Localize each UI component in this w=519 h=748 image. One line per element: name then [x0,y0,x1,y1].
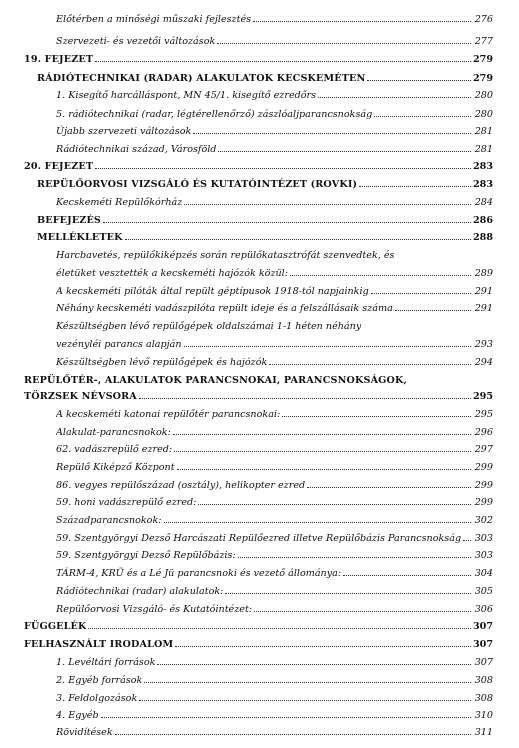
toc-entry-title: FELHASZNÁLT IRODALOM [24,639,174,650]
toc-entry [24,53,493,67]
dot-leader [173,434,471,435]
dot-leader [125,239,471,240]
toc-entry-title: 3. Feldolgozások [56,693,138,704]
toc-entry-title: vezényléi parancs alapján [56,339,182,350]
toc-entry-title: Rövidítések [56,727,113,738]
toc-entry-title: Repülőorvosi Vizsgáló- és Kutatóintézet: [56,604,253,615]
toc-entry [56,674,493,688]
dot-leader [198,504,471,505]
dot-leader [95,61,471,62]
dot-leader [101,717,471,718]
toc-entry [56,567,493,581]
toc-entry-page-number: 291 [474,303,493,314]
toc-entry [56,143,493,157]
toc-entry-title: Rádiótechnikai század, Városföld [56,144,217,155]
toc-entry [56,585,493,599]
toc-entry [56,267,493,281]
toc-entry-title: 59. honi vadászrepülő ezred: [56,497,197,508]
toc-entry-title: 19. FEJEZET [24,54,94,65]
dot-leader [238,557,471,558]
toc-entry [56,320,493,334]
toc-entry-title: BEFEJEZÉS [37,215,101,226]
toc-entry [56,709,493,723]
toc-entry-page-number: 303 [474,550,493,561]
toc-entry-title: Harcbavetés, repülőkiképzés során repülőkatasztrófát szenvedtek, és [56,250,395,261]
dot-leader [218,151,471,152]
toc-entry [24,638,493,652]
dot-leader [144,682,471,683]
dot-leader [359,186,471,187]
toc-entry [56,726,493,740]
toc-entry-title: Repülő Kiképző Központ [56,462,175,473]
toc-entry-page-number: 294 [474,357,493,368]
dot-leader [318,97,471,98]
toc-entry-page-number: 306 [474,604,493,615]
dot-leader [290,275,471,276]
toc-entry-page-number: 295 [474,409,493,420]
toc-entry-page-number: 280 [474,90,493,101]
dot-leader [254,611,471,612]
toc-entry-title: 62. vadászrepülő ezred: [56,444,173,455]
toc-entry-page-number: 280 [474,109,493,120]
toc-entry-title: 4. Egyéb [56,710,99,721]
toc-entry-title: Századparancsnokok: [56,515,162,526]
toc-entry [24,160,493,174]
toc-entry-page-number: 302 [474,515,493,526]
toc-entry [56,408,493,422]
toc-entry [56,338,493,352]
toc-entry [56,285,493,299]
toc-entry-title: RÁDIÓTECHNIKAI (RADAR) ALAKULATOK KECSKEMÉTEN [37,73,366,84]
toc-entry-page-number: 299 [474,497,493,508]
toc-entry [56,356,493,370]
toc-entry-page-number: 288 [472,232,493,243]
toc-entry-title: Készültségben lévő repülőgépek oldalszámai 1-1 héten néhány [56,321,362,332]
toc-entry-title: 20. FEJEZET [24,161,94,172]
dot-leader [307,487,471,488]
toc-entry [24,374,493,388]
toc-entry-page-number: 293 [474,339,493,350]
dot-leader [343,575,471,576]
toc-entry [56,108,493,122]
toc-entry [56,35,493,49]
toc-entry-page-number: 307 [472,639,493,650]
dot-leader [88,628,470,629]
toc-entry-page-number: 311 [474,727,493,738]
toc-entry-page-number: 279 [472,54,493,65]
toc-entry-page-number: 299 [474,480,493,491]
toc-entry-title: Újabb szervezeti változások [56,126,192,137]
toc-entry-title: REPÜLŐTÉR-, ALAKULATOK PARANCSNOKAI, PARANCSNOKSÁGOK, [24,375,408,386]
toc-entry-title: MELLÉKLETEK [37,232,123,243]
dot-leader [217,43,471,44]
toc-entry [56,302,493,316]
toc-entry-page-number: 303 [474,533,493,544]
toc-entry-title: életüket vesztették a kecskeméti hajózók közül: [56,268,288,279]
toc-entry-page-number: 286 [472,215,493,226]
toc-entry [56,249,493,263]
toc-entry-page-number: 296 [474,427,493,438]
toc-entry [56,603,493,617]
toc-entry-page-number: 281 [474,126,493,137]
dot-leader [177,469,471,470]
toc-entry-title: A kecskeméti pilóták által repült géptípusok 1918-tól napjainkig [56,286,369,297]
toc-entry [56,426,493,440]
toc-entry [56,461,493,475]
toc-entry [56,479,493,493]
toc-entry [56,514,493,528]
dot-leader [184,346,471,347]
toc-entry-page-number: 277 [474,36,493,47]
dot-leader [253,21,471,22]
dot-leader [103,222,471,223]
toc-entry-page-number: 307 [472,621,493,632]
dot-leader [139,700,471,701]
toc-entry-page-number: 284 [474,197,493,208]
dot-leader [193,133,471,134]
toc-entry [37,214,493,228]
toc-entry [56,656,493,670]
dot-leader [175,646,471,647]
dot-leader [371,293,471,294]
toc-entry-page-number: 279 [472,73,493,84]
toc-entry-title: Rádiótechnikai (radar) alakulatok: [56,586,224,597]
toc-entry-page-number: 299 [474,462,493,473]
toc-entry [56,125,493,139]
toc-entry-title: Szervezeti- és vezetői változások [56,36,216,47]
toc-entry-title: 1. Levéltári források [56,657,156,668]
toc-entry [56,13,493,27]
toc-entry-title: A kecskeméti katonai repülőtér parancsnokai: [56,409,281,420]
dot-leader [374,116,471,117]
dot-leader [184,204,471,205]
toc-entry [24,620,493,634]
toc-entry [56,692,493,706]
toc-entry [37,72,493,86]
toc-entry-page-number: 308 [474,675,493,686]
toc-entry-title: Néhány kecskeméti vadászpilóta repült ideje és a felszállásaik száma [56,303,393,314]
toc-entry [56,196,493,210]
dot-leader [95,168,471,169]
toc-entry-title: 2. Egyéb források [56,675,143,686]
dot-leader [115,734,471,735]
toc-entry-title: TÖRZSEK NÉVSORA [24,391,137,402]
toc-entry-title: Készültségben lévő repülőgépek és hajózók [56,357,268,368]
dot-leader [157,664,471,665]
dot-leader [367,80,471,81]
toc-entry-title: REPÜLŐORVOSI VIZSGÁLÓ ÉS KUTATÓINTÉZET (ROVKI) [37,179,358,190]
toc-entry [24,390,493,404]
toc-entry-page-number: 308 [474,693,493,704]
toc-entry-title: Előtérben a minőségi műszaki fejlesztés [56,14,252,25]
toc-entry [37,178,493,192]
toc-entry-page-number: 305 [474,586,493,597]
toc-entry-page-number: 307 [474,657,493,668]
toc-entry-title: TÁRM-4, KRÜ és a Lé Jü parancsnoki és vezető állománya: [56,568,342,579]
toc-entry [56,549,493,563]
toc-entry-page-number: 289 [474,268,493,279]
dot-leader [174,451,471,452]
toc-entry-page-number: 297 [474,444,493,455]
toc-entry-page-number: 310 [474,710,493,721]
toc-entry [56,532,493,546]
toc-entry-page-number: 276 [474,14,493,25]
dot-leader [282,416,471,417]
dot-leader [463,540,471,541]
toc-entry-page-number: 291 [474,286,493,297]
toc-entry-page-number: 281 [474,144,493,155]
toc-entry [56,89,493,103]
toc-entry [56,496,493,510]
toc-entry-title: Kecskeméti Repülőkórház [56,197,183,208]
toc-entry-title: 59. Szentgyörgyi Dezső Repülőbázis: [56,550,236,561]
dot-leader [164,522,472,523]
toc-entry [37,231,493,245]
toc-entry-page-number: 283 [472,161,493,172]
toc-entry-title: 1. Kisegítő harcálláspont, MN 45/1. kisegítő ezredőrs [56,90,317,101]
toc-entry-title: 86. vegyes repülőszázad (osztály), helikopter ezred [56,480,306,491]
toc-entry [56,443,493,457]
toc-entry-page-number: 304 [474,568,493,579]
dot-leader [139,398,471,399]
dot-leader [269,364,471,365]
toc-entry-title: 59. Szentgyörgyi Dezső Harcászati Repülőezred illetve Repülőbázis Parancsnokság [56,533,462,544]
toc-entry-page-number: 295 [472,391,493,402]
dot-leader [395,310,471,311]
toc-entry-title: 5. rádiótechnikai (radar, légtérellenőrző) zászlóaljparancsnokság [56,109,373,120]
toc-entry-title: Alakulat-parancsnokok: [56,427,171,438]
toc-entry-title: FÜGGELÉK [24,621,87,632]
dot-leader [225,593,471,594]
toc-entry-page-number: 283 [472,179,493,190]
